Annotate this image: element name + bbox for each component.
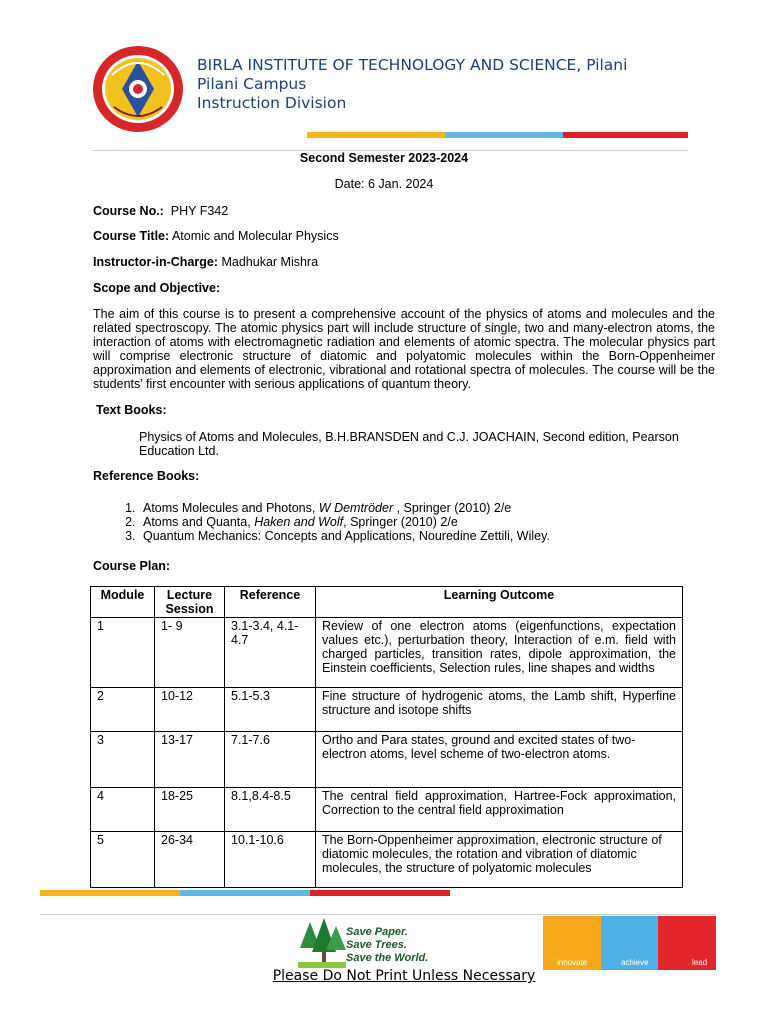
text-book-line2: Education Ltd. [139, 444, 219, 458]
course-plan-table [90, 586, 683, 888]
lead-label: lead [692, 958, 708, 967]
achieve-label: achieve [621, 958, 649, 967]
course-plan-heading: Course Plan: [93, 559, 171, 573]
course-number-value: PHY F342 [170, 204, 229, 218]
column-header: Learning Outcome [316, 587, 683, 618]
innovate-label: innovate [557, 958, 588, 967]
header-stripe-red [563, 132, 688, 138]
instructor-value: Madhukar Mishra [221, 255, 319, 269]
campus-name: Pilani Campus [197, 75, 307, 93]
course-number-label: Course No.: [93, 204, 164, 218]
header-stripe-yellow [307, 132, 445, 138]
table-row: 2 10-12 5.1-5.3 Fine structure of hydrogenic atoms, the Lamb shift, Hyperfine structure and isotope shifts [91, 688, 683, 732]
header-stripe-blue [445, 132, 563, 138]
print-notice: Please Do Not Print Unless Necessary [272, 968, 536, 984]
save-paper-slogan: Save Paper. Save Trees. Save the World. [346, 926, 429, 964]
scope-text: The aim of this course is to present a comprehensive account of the physics of atoms and molecules and the related spectroscopy. The atomic physics part will include structure of single, two and many-electron atoms, the interaction of atoms with electromagnetic radiation and elements of atomic spectra. The molecular physics part will comprise electronic structure of diatomic and polyatomic molecules within the Born-Oppenheimer approximation and elements of electronic, vibrational and rotational spectra of molecules. The course will be the students’ first encounter with serious applications of quantum theory. [93, 307, 715, 391]
lead-block [658, 916, 716, 970]
course-title [93, 229, 339, 243]
table-row: 3 13-17 7.1-7.6 Ortho and Para states, ground and excited states of two-electron atoms, level scheme of two-electron atoms. [91, 732, 683, 788]
division-name: Instruction Division [197, 94, 347, 112]
instructor [93, 255, 318, 269]
bits-logo [92, 45, 184, 133]
institute-header [197, 56, 627, 113]
table-row: 4 18-25 8.1,8.4-8.5 The central field approximation, Hartree-Fock approximation, Correction to the central field approximation [91, 788, 683, 832]
reference-item: 3. Quantum Mechanics: Concepts and Applications, Nouredine Zettili, Wiley. [139, 529, 693, 543]
column-header: Lecture Session [155, 587, 225, 618]
reference-item: 2. Atoms and Quanta, Haken and Wolf, Springer (2010) 2/e [139, 515, 693, 529]
course-number [93, 204, 228, 218]
footer-stripe-blue [180, 890, 310, 896]
scope-heading: Scope and Objective: [93, 281, 221, 295]
instructor-label: Instructor-in-Charge: [93, 255, 218, 269]
column-header: Reference [225, 587, 316, 618]
course-title-label: Course Title: [93, 229, 170, 243]
course-title-value: Atomic and Molecular Physics [171, 229, 339, 243]
document-date: Date: 6 Jan. 2024 [334, 177, 434, 191]
semester-title: Second Semester 2023-2024 [299, 151, 469, 165]
column-header: Module [91, 587, 155, 618]
text-book-line1: Physics of Atoms and Molecules, B.H.BRANSDEN and C.J. JOACHAIN, Second edition, Pearson [139, 430, 679, 444]
trees-icon [298, 918, 346, 968]
text-book-entry [139, 430, 719, 458]
footer-stripe-red [310, 890, 450, 896]
table-row: 1 1- 9 3.1-3.4, 4.1-4.7 Review of one electron atoms (eigenfunctions, expectation values etc.), perturbation theory, Interaction of e.m. field with charged particles, transition rates, dipole approximation, the Einstein coefficients, Selection rules, line shapes and widths [91, 618, 683, 688]
footer-stripe-yellow [40, 890, 180, 896]
table-header-row [91, 587, 683, 618]
table-row: 5 26-34 10.1-10.6 The Born-Oppenheimer approximation, electronic structure of diatomic molecules, the rotation and vibration of diatomic molecules, the structure of polyatomic molecules [91, 832, 683, 888]
tagline-banner [543, 916, 716, 970]
reference-item: 1. Atoms Molecules and Photons, W Demtröder , Springer (2010) 2/e [139, 501, 693, 515]
institute-name: BIRLA INSTITUTE OF TECHNOLOGY AND SCIENCE, Pilani [197, 56, 628, 74]
reference-list [93, 501, 693, 543]
text-books-heading: Text Books: [96, 403, 167, 417]
footer-divider [40, 914, 716, 915]
reference-books-heading: Reference Books: [93, 469, 200, 483]
